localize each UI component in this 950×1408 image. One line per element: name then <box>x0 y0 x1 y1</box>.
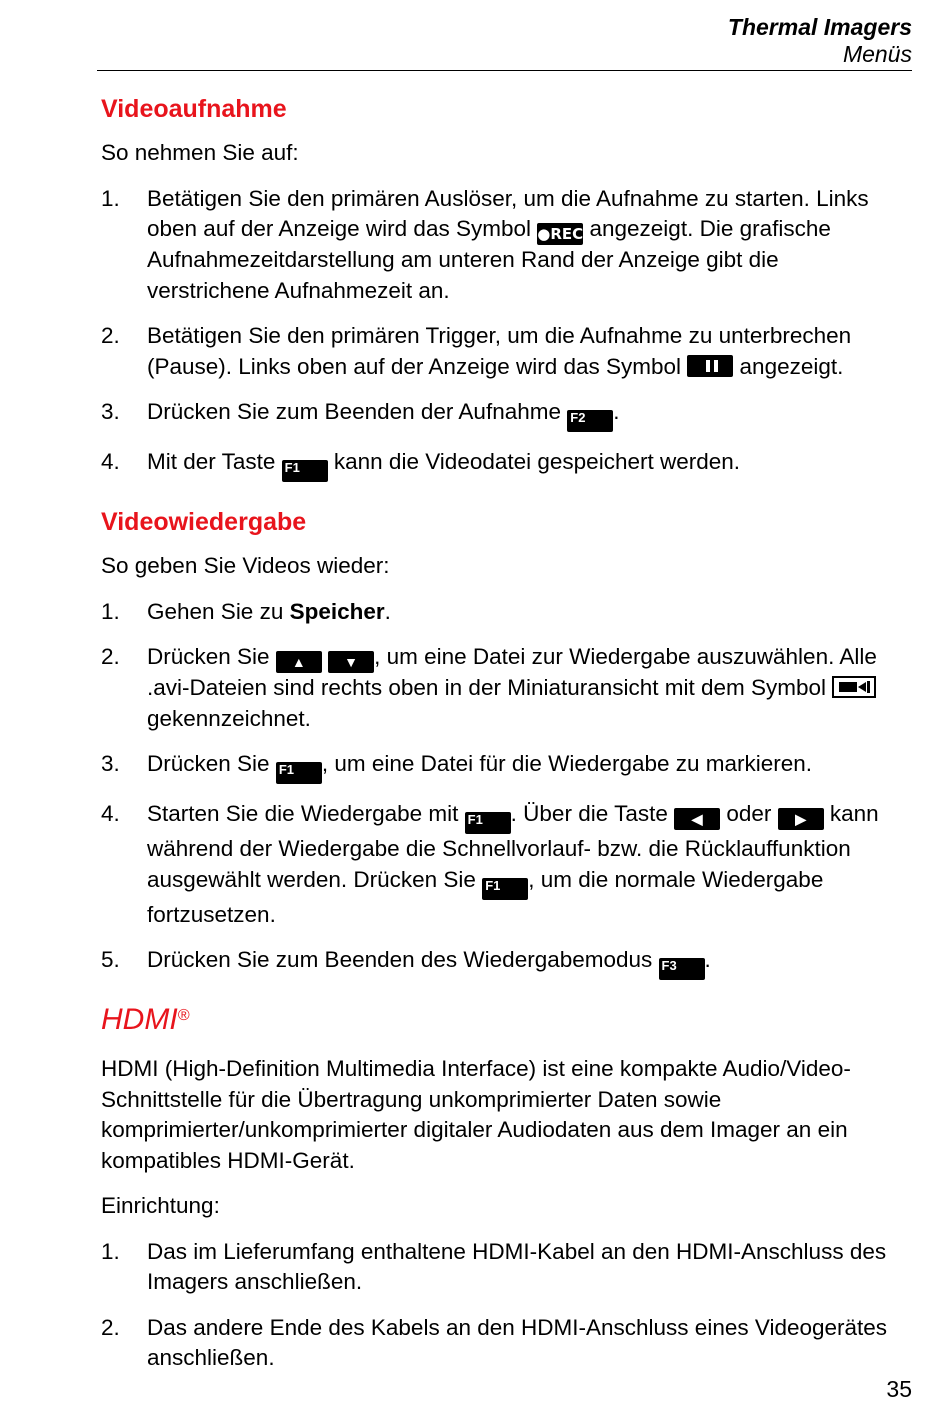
playback-steps <box>101 597 901 981</box>
list-item: 1. Betätigen Sie den primären Auslöser, um die Aufnahme zu starten. Links oben auf der Anzeige wird das Symbol ●REC angezeigt. Die grafische Aufnahmezeitdarstellung am unteren Rand der Anzeige gibt die verstrichene Aufnahmezeit an. <box>101 185 869 303</box>
step-number: 5. <box>101 947 120 972</box>
step-number: 2. <box>101 644 120 669</box>
list-item: 1. Das im Lieferumfang enthaltene HDMI-Kabel an den HDMI-Anschluss des Imagers anschließen. <box>101 1238 887 1294</box>
list-item: 2. Betätigen Sie den primären Trigger, um die Aufnahme zu unterbrechen (Pause). Links oben auf der Anzeige wird das Symbol angezeigt. <box>101 323 852 379</box>
header-title: Thermal Imagers <box>727 14 912 40</box>
step-number: 3. <box>101 751 120 776</box>
f1-key-icon: F1 <box>482 878 528 900</box>
step-number: 2. <box>101 323 120 348</box>
page-content <box>101 94 901 1389</box>
f1-key-icon: F1 <box>465 812 511 834</box>
arrow-up-icon: ▲ <box>276 651 322 673</box>
record-intro: So nehmen Sie auf: <box>101 140 299 165</box>
step-number: 1. <box>101 598 120 624</box>
list-item: 3. Drücken Sie zum Beenden der Aufnahme F2 . <box>101 397 901 432</box>
pause-icon <box>687 355 733 377</box>
arrow-right-icon: ▶ <box>778 808 824 830</box>
f1-key-icon: F1 <box>282 460 328 482</box>
step-number: 1. <box>101 1238 120 1264</box>
header-subtitle: Menüs <box>842 41 912 67</box>
list-item: 3. Drücken Sie F1 , um eine Datei für die Wiedergabe zu markieren. <box>101 749 901 784</box>
arrow-down-icon: ▼ <box>328 651 374 673</box>
video-file-icon <box>832 676 876 698</box>
page-number: 35 <box>886 1376 912 1402</box>
header-rule <box>97 70 912 71</box>
list-item: 4. Mit der Taste F1 kann die Videodatei gespeichert werden. <box>101 447 901 482</box>
record-steps <box>101 184 901 483</box>
f1-key-icon: F1 <box>276 762 322 784</box>
step-number: 1. <box>101 185 120 211</box>
f2-key-icon: F2 <box>567 410 613 432</box>
f3-key-icon: F3 <box>659 958 705 980</box>
playback-intro: So geben Sie Videos wieder: <box>101 553 390 578</box>
registered-mark: ® <box>177 1007 190 1024</box>
hdmi-steps <box>101 1237 901 1374</box>
step-number: 3. <box>101 399 120 424</box>
menu-name: Speicher <box>289 598 385 624</box>
step-number: 2. <box>101 1314 120 1340</box>
list-item: 5. Drücken Sie zum Beenden des Wiedergabemodus F3 . <box>101 945 901 980</box>
page-header <box>728 14 912 68</box>
step-number: 4. <box>101 449 120 474</box>
step-number: 4. <box>101 801 120 826</box>
section-heading-videowiedergabe: Videowiedergabe <box>101 508 307 536</box>
list-item: 2. Das andere Ende des Kabels an den HDMI-Anschluss eines Videogerätes anschließen. <box>101 1314 888 1370</box>
list-item: 2. Drücken Sie ▲ ▼ , um eine Datei zur Wiedergabe auszuwählen. Alle .avi-Dateien sind rechts oben in der Miniaturansicht mit dem Symbol gekennzeichnet. <box>101 644 877 731</box>
rec-icon: ●REC <box>537 225 584 243</box>
arrow-left-icon: ◀ <box>674 808 720 830</box>
section-heading-hdmi: HDMI® <box>101 1003 190 1036</box>
list-item: 1. Gehen Sie zu Speicher. <box>101 597 901 628</box>
hdmi-setup-intro: Einrichtung: <box>101 1193 220 1218</box>
hdmi-paragraph: HDMI (High-Definition Multimedia Interface) ist eine kompakte Audio/Video-Schnittstelle für die Übertragung unkomprimierter Daten sowie komprimierter/unkomprimierter digitaler Audiodaten aus dem Imager an ein kompatibles HDMI-Gerät. <box>101 1056 851 1173</box>
list-item: 4. Starten Sie die Wiedergabe mit F1 . Über die Taste ◀ oder ▶ kann während der Wiedergabe die Schnellvorlauf- bzw. die Rücklauffunktion ausgewählt werden. Drücken Sie F1 , um die normale Wiedergabe fortzusetzen. <box>101 801 879 927</box>
section-heading-videoaufnahme: Videoaufnahme <box>101 95 287 123</box>
